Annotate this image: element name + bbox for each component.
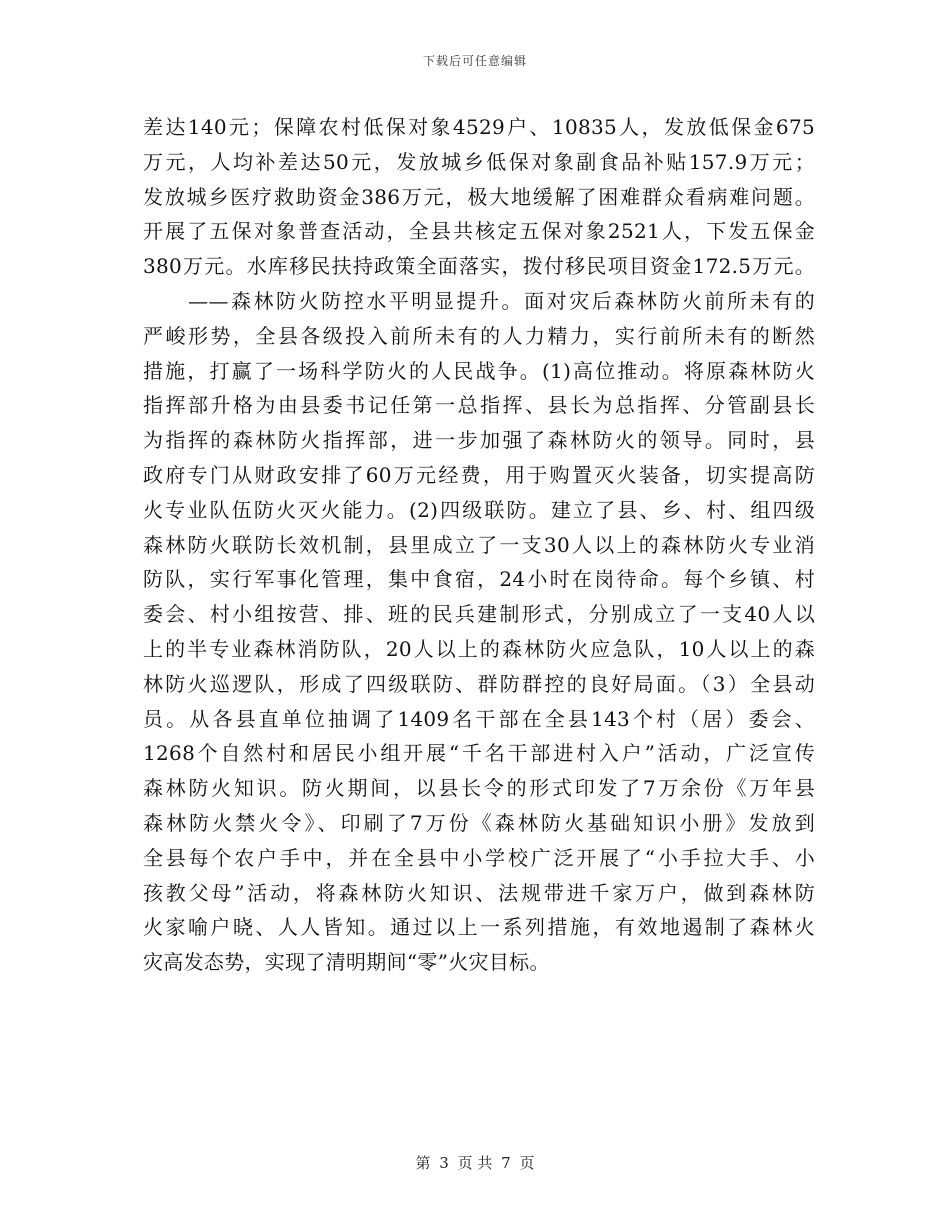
body-line: 1268个自然村和居民小组开展“千名干部进村入户”活动，广泛宣传	[143, 741, 815, 766]
total-pages-number: 7	[501, 1154, 511, 1172]
body-line: 森林防火知识。防火期间，以县长令的形式印发了7万余份《万年县	[143, 776, 815, 801]
body-line: 严峻形势，全县各级投入前所未有的人力精力，实行前所未有的断然	[143, 323, 815, 348]
current-page-number: 3	[439, 1154, 449, 1172]
body-line: 差达140元；保障农村低保对象4529户、10835人，发放低保金675	[143, 115, 815, 139]
footer-suffix: 页	[519, 1154, 535, 1172]
footer-middle: 页 共	[457, 1154, 493, 1172]
body-line: 孩教父母”活动，将森林防火知识、法规带进千家万户，做到森林防	[143, 880, 815, 905]
body-line: 森林防火联防长效机制，县里成立了一支30人以上的森林防火专业消	[143, 532, 815, 557]
body-line: 火家喻户晓、人人皆知。通过以上一系列措施，有效地遏制了森林火	[143, 915, 815, 940]
body-line: ——森林防火防控水平明显提升。面对灾后森林防火前所未有的	[143, 288, 815, 313]
document-body	[143, 110, 815, 980]
body-line: 为指挥的森林防火指挥部，进一步加强了森林防火的领导。同时，县	[143, 428, 815, 453]
body-line: 林防火巡逻队，形成了四级联防、群防群控的良好局面。（3）全县动	[143, 671, 815, 696]
body-line: 灾高发态势，实现了清明期间“零”火灾目标。	[143, 950, 550, 975]
body-line: 措施，打赢了一场科学防火的人民战争。(1)高位推动。将原森林防火	[143, 358, 815, 383]
page-header: 下载后可任意编辑	[422, 54, 527, 68]
body-line: 防队，实行军事化管理，集中食宿，24小时在岗待命。每个乡镇、村	[143, 567, 815, 592]
body-line: 发放城乡医疗救助资金386万元，极大地缓解了困难群众看病难问题。	[143, 184, 815, 209]
body-line: 开展了五保对象普查活动，全县共核定五保对象2521人，下发五保金	[143, 219, 815, 244]
footer-prefix: 第	[415, 1154, 431, 1172]
body-line: 火专业队伍防火灭火能力。(2)四级联防。建立了县、乡、村、组四级	[143, 497, 815, 522]
body-line: 员。从各县直单位抽调了1409名干部在全县143个村（居）委会、	[143, 706, 815, 731]
body-line: 全县每个农户手中，并在全县中小学校广泛开展了“小手拉大手、小	[143, 845, 815, 870]
body-line: 上的半专业森林消防队，20人以上的森林防火应急队，10人以上的森	[143, 636, 815, 661]
body-line: 指挥部升格为由县委书记任第一总指挥、县长为总指挥、分管副县长	[143, 393, 815, 418]
body-line: 政府专门从财政安排了60万元经费，用于购置灭火装备，切实提高防	[143, 462, 815, 487]
page-footer	[0, 1152, 950, 1173]
body-line: 委会、村小组按营、排、班的民兵建制形式，分别成立了一支40人以	[143, 602, 815, 627]
body-line: 万元，人均补差达50元，发放城乡低保对象副食品补贴157.9万元；	[143, 149, 815, 174]
body-line: 森林防火禁火令》、印刷了7万份《森林防火基础知识小册》发放到	[143, 810, 815, 835]
body-line: 380万元。水库移民扶持政策全面落实，拨付移民项目资金172.5万元。	[143, 254, 815, 279]
